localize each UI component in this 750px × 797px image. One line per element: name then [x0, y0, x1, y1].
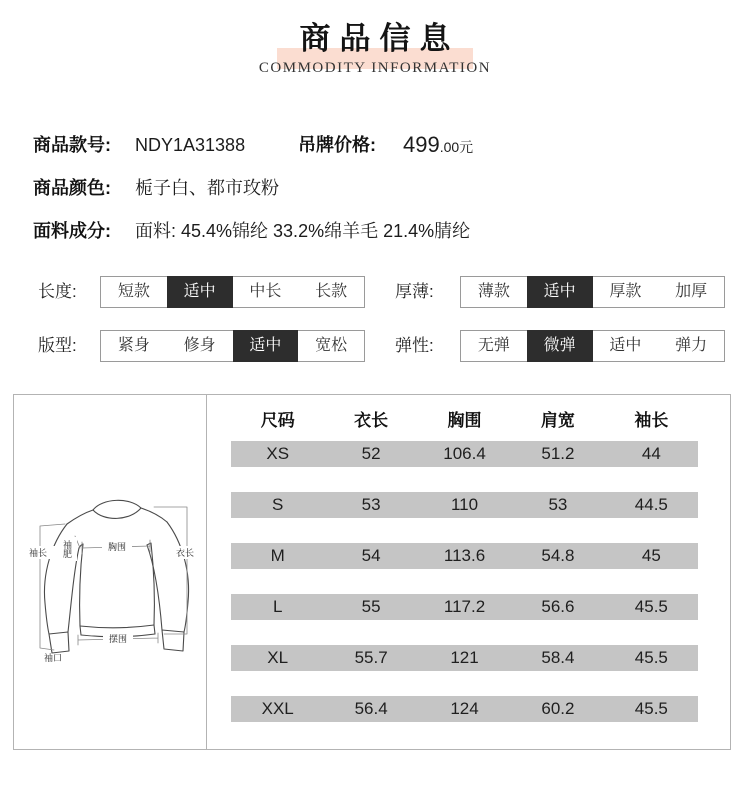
- table-cell: 51.2: [541, 444, 575, 463]
- table-cell: 44.5: [634, 495, 668, 514]
- attribute-options-box: [460, 330, 725, 362]
- page-subtitle: COMMODITY INFORMATION: [258, 60, 492, 76]
- table-cell: 106.4: [443, 444, 486, 463]
- fabric-row: [0, 219, 750, 243]
- price-label: 吊牌价格:: [298, 135, 376, 155]
- attribute-row: [0, 330, 750, 362]
- table-cell: 58.4: [541, 648, 575, 667]
- attribute-label: 版型:: [38, 336, 77, 355]
- table-row: [231, 543, 698, 569]
- attribute-options-box: [460, 276, 725, 308]
- color-value: 栀子白、都市玫粉: [135, 178, 279, 198]
- column-header: 尺码: [260, 410, 295, 430]
- table-cell: XS: [266, 444, 290, 463]
- table-cell: 55.7: [354, 648, 388, 667]
- style-number-value: NDY1A31388: [135, 135, 246, 155]
- attribute-option-selected[interactable]: 适中: [233, 330, 299, 362]
- table-cell: 45.5: [634, 597, 668, 616]
- column-header: 肩宽: [540, 410, 575, 430]
- attribute-option[interactable]: 薄款: [477, 283, 510, 300]
- color-row: [0, 176, 750, 200]
- attribute-option[interactable]: 修身: [183, 337, 216, 354]
- size-table: [207, 395, 730, 749]
- table-cell: 56.6: [541, 597, 575, 616]
- attribute-row: [0, 276, 750, 308]
- table-cell: 53: [548, 495, 568, 514]
- table-cell: 124: [450, 699, 479, 718]
- garment-length-label: 衣长: [176, 548, 195, 558]
- sweater-drawing: [14, 395, 207, 751]
- table-row: [231, 696, 698, 722]
- table-cell: 45: [641, 546, 661, 565]
- sleeve-length-label: 袖长: [29, 548, 48, 558]
- table-cell: 117.2: [443, 597, 486, 616]
- attribute-label: 厚薄:: [395, 282, 434, 301]
- hem-label: 摆围: [109, 634, 128, 644]
- attribute-option[interactable]: 厚款: [609, 283, 642, 300]
- table-cell: 45.5: [634, 648, 668, 667]
- page-title: 商品信息: [299, 21, 460, 56]
- table-cell: 44: [641, 444, 661, 463]
- price-value: [403, 133, 473, 159]
- size-table-body: [231, 441, 698, 722]
- attribute-option[interactable]: 无弹: [477, 337, 510, 354]
- table-cell: 55: [361, 597, 381, 616]
- attribute-option-selected[interactable]: 微弹: [527, 330, 593, 362]
- table-cell: 52: [361, 444, 381, 463]
- table-cell: L: [272, 597, 283, 616]
- header: [0, 20, 750, 77]
- table-cell: 56.4: [354, 699, 388, 718]
- price-decimal-unit: .00元: [439, 139, 474, 155]
- bust-label: 胸围: [108, 542, 127, 552]
- color-label: 商品颜色:: [33, 178, 111, 198]
- attribute-option[interactable]: 短款: [117, 283, 150, 300]
- column-header: 胸围: [447, 410, 482, 430]
- attribute-option[interactable]: 中长: [249, 283, 282, 300]
- table-row: [231, 441, 698, 467]
- table-cell: M: [270, 546, 285, 565]
- attribute-option[interactable]: 加厚: [675, 283, 708, 300]
- garment-measure-diagram: [14, 395, 207, 749]
- table-row: [231, 492, 698, 518]
- column-header: 袖长: [634, 410, 669, 430]
- table-cell: 54: [361, 546, 381, 565]
- attribute-option[interactable]: 弹力: [675, 337, 708, 354]
- fabric-value: 面料: 45.4%锦纶 33.2%绵羊毛 21.4%腈纶: [135, 221, 471, 241]
- attribute-label: 长度:: [38, 282, 77, 301]
- attribute-option[interactable]: 长款: [315, 283, 348, 300]
- size-table-header: [231, 395, 698, 441]
- attribute-option-selected[interactable]: 适中: [527, 276, 593, 308]
- table-cell: XL: [267, 648, 289, 667]
- table-row: [231, 645, 698, 671]
- table-cell: S: [272, 495, 284, 514]
- table-row: [231, 594, 698, 620]
- table-cell: 54.8: [541, 546, 575, 565]
- attribute-options-box: [100, 276, 365, 308]
- attribute-option[interactable]: 适中: [609, 337, 642, 354]
- attribute-label: 弹性:: [395, 336, 434, 355]
- attribute-option[interactable]: 宽松: [315, 337, 348, 354]
- sleeve-width-label: 袖肥: [62, 540, 72, 558]
- table-cell: XXL: [261, 699, 294, 718]
- attribute-options-box: [100, 330, 365, 362]
- style-number-label: 商品款号:: [33, 135, 111, 155]
- size-section: [13, 394, 731, 750]
- table-cell: 45.5: [634, 699, 668, 718]
- column-header: 衣长: [354, 410, 389, 430]
- table-cell: 110: [450, 495, 479, 514]
- table-cell: 60.2: [541, 699, 575, 718]
- attribute-option[interactable]: 紧身: [117, 337, 150, 354]
- style-and-price-row: [0, 133, 750, 157]
- fabric-label: 面料成分:: [33, 221, 111, 241]
- cuff-label: 袖口: [44, 653, 63, 663]
- table-cell: 113.6: [443, 546, 486, 565]
- attribute-option-selected[interactable]: 适中: [167, 276, 233, 308]
- price-main: 499: [403, 132, 440, 157]
- table-cell: 121: [450, 648, 479, 667]
- table-cell: 53: [361, 495, 381, 514]
